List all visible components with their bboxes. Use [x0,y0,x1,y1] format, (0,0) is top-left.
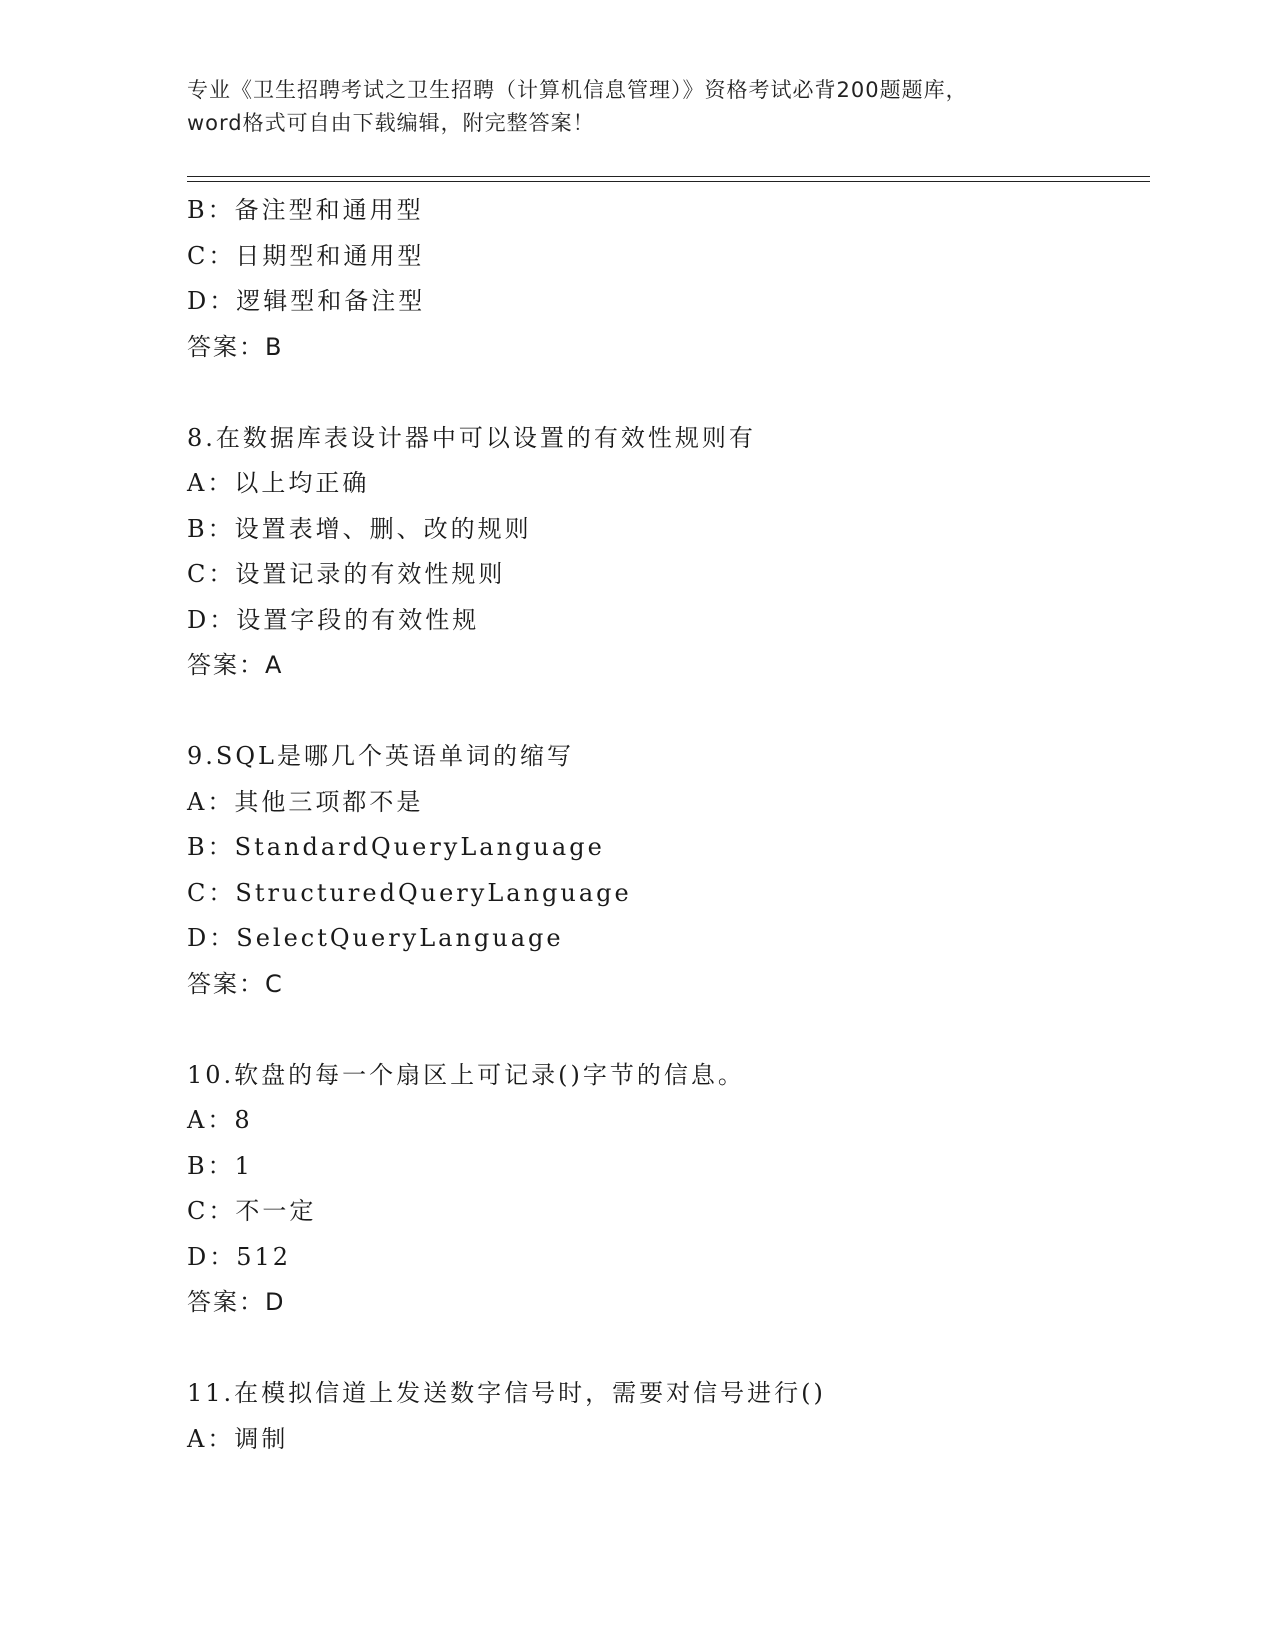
option-B: B：1 [187,1151,253,1180]
document-header [187,74,1087,140]
option-B: B：备注型和通用型 [187,196,424,224]
question-stem: 9.SQL是哪几个英语单词的缩写 [187,742,574,770]
question-stem: 11.在模拟信道上发送数字信号时，需要对信号进行() [187,1379,826,1407]
question-list [187,188,1147,1462]
option-A: A：其他三项都不是 [187,787,424,816]
option-D: D：设置字段的有效性规 [187,605,480,634]
question-stem: 10.软盘的每一个扇区上可记录()字节的信息。 [187,1060,745,1089]
question-11 [187,1371,1147,1462]
option-B: B：设置表增、删、改的规则 [187,514,532,543]
answer-line: 答案：A [187,651,284,679]
question-9 [187,734,1147,1007]
option-D: D：SelectQueryLanguage [187,924,564,952]
option-A: A：调制 [187,1424,289,1453]
option-C: C：StructuredQueryLanguage [187,878,632,907]
header-divider-top [187,176,1150,177]
option-C: C：设置记录的有效性规则 [187,560,506,588]
option-C: C：不一定 [187,1197,317,1225]
option-C: C：日期型和通用型 [187,241,425,270]
option-A: A：以上均正确 [187,469,370,497]
question-8 [187,416,1147,689]
answer-line: 答案：D [187,1288,286,1316]
option-A: A：8 [187,1106,253,1134]
question-10 [187,1053,1147,1326]
answer-line: 答案：B [187,332,284,361]
question-7-fragment [187,188,1147,370]
header-title-line-1: 专业《卫生招聘考试之卫生招聘（计算机信息管理）》资格考试必背200题题库， [187,78,968,102]
header-title-line-2: word格式可自由下载编辑，附完整答案！ [187,111,595,135]
option-B: B：StandardQueryLanguage [187,833,605,861]
option-D: D：逻辑型和备注型 [187,287,426,315]
header-divider-bottom [187,181,1150,182]
option-D: D：512 [187,1242,292,1271]
answer-line: 答案：C [187,969,284,998]
question-stem: 8.在数据库表设计器中可以设置的有效性规则有 [187,423,756,452]
